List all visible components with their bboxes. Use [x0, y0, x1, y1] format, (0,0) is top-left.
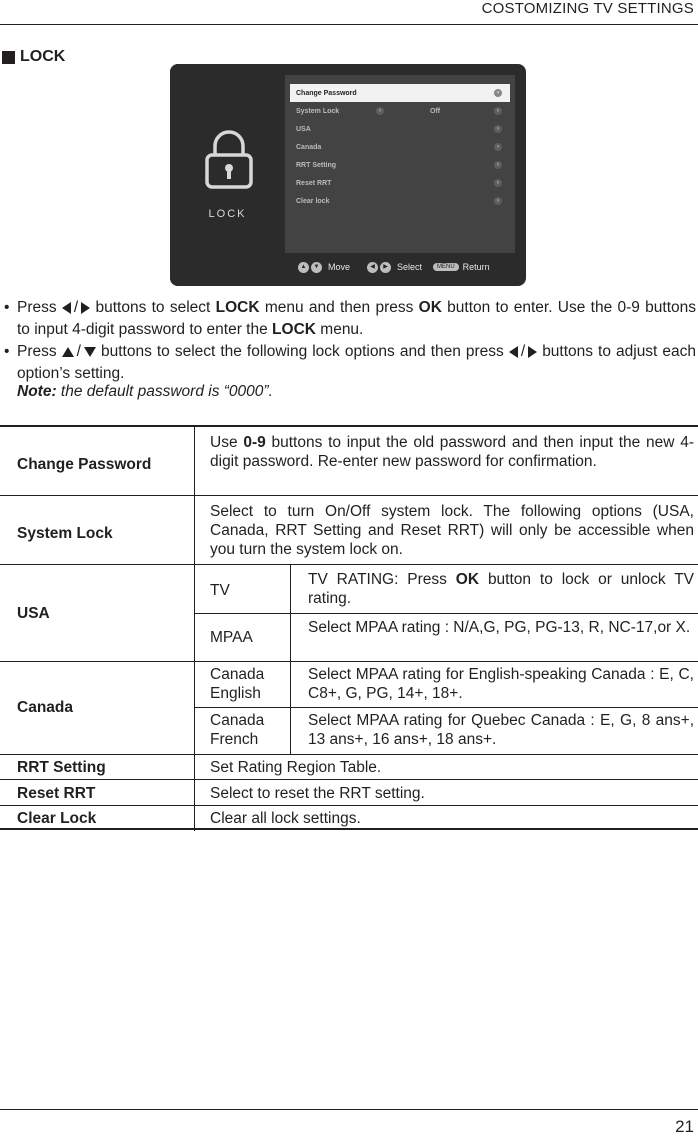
- menu-key-icon: MENU: [433, 263, 459, 271]
- menu-item-system-lock[interactable]: [290, 102, 510, 120]
- slash-glyph: /: [76, 343, 81, 360]
- left-arrow-icon: [509, 346, 518, 358]
- slash-glyph: /: [73, 299, 79, 316]
- description-keyword: 0-9: [243, 434, 266, 451]
- menu-item-label: Clear lock: [296, 197, 330, 205]
- chevron-right-icon: ›: [494, 125, 502, 133]
- tv-screen: [170, 64, 526, 286]
- up-arrow-icon: ▲: [298, 262, 309, 273]
- table-row: [0, 779, 698, 805]
- lock-caption: LOCK: [208, 208, 247, 220]
- chevron-right-icon: ›: [494, 89, 502, 97]
- chevron-right-icon: ›: [494, 161, 502, 169]
- option-name: RRT Setting: [17, 759, 106, 776]
- option-name: USA: [17, 605, 50, 622]
- chevron-right-icon: ›: [494, 197, 502, 205]
- sub-option-name: MPAA: [210, 629, 253, 646]
- sub-option-name: [210, 665, 290, 703]
- tv-footer-hints: [285, 258, 515, 276]
- option-description: Set Rating Region Table.: [210, 759, 382, 776]
- menu-item-clear-lock[interactable]: [290, 192, 510, 210]
- table-row: [0, 805, 698, 830]
- table-row: [0, 661, 698, 754]
- lock-icon: [203, 128, 255, 190]
- instruction-text: buttons to select the following lock options and then press: [101, 343, 504, 360]
- menu-item-canada[interactable]: [290, 138, 510, 156]
- right-arrow-icon: [81, 302, 90, 314]
- table-row: [0, 425, 698, 495]
- menu-item-label: USA: [296, 125, 311, 133]
- description-keyword: OK: [455, 571, 480, 588]
- description-text: button to lock or unlock TV rating.: [308, 571, 695, 607]
- chevron-right-icon: ›: [494, 107, 502, 115]
- sub-option-name: TV: [210, 582, 230, 599]
- option-description: Clear all lock settings.: [210, 810, 361, 827]
- sub-row-divider: [194, 613, 698, 614]
- menu-item-usa[interactable]: [290, 120, 510, 138]
- menu-item-label: Change Password: [296, 89, 357, 97]
- footer-rule: [0, 1109, 698, 1110]
- menu-item-label: Canada: [296, 143, 322, 151]
- option-name: Reset RRT: [17, 785, 96, 802]
- right-arrow-icon: ▶: [380, 262, 391, 273]
- menu-item-label: Reset RRT: [296, 179, 332, 187]
- instruction-keyword: LOCK: [215, 299, 260, 316]
- sub-option-description: [308, 570, 694, 608]
- column-divider: [194, 425, 195, 831]
- note: [17, 383, 273, 401]
- note-label: Note:: [17, 383, 57, 400]
- chevron-left-icon: ‹: [376, 107, 384, 115]
- up-arrow-icon: [62, 347, 74, 357]
- table-row: [0, 495, 698, 564]
- note-text: the default password is “0000”.: [60, 383, 273, 400]
- header-rule: [0, 24, 698, 25]
- instruction-keyword: LOCK: [272, 321, 316, 338]
- option-description: Select to reset the RRT setting.: [210, 785, 425, 802]
- instruction-text: menu.: [320, 321, 364, 338]
- instruction-list: [4, 297, 696, 385]
- select-hint-label: Select: [397, 262, 423, 272]
- lock-sidebar: [170, 64, 285, 286]
- instruction-text: Press: [17, 299, 57, 316]
- lock-menu-panel: [285, 75, 515, 253]
- left-arrow-icon: ◀: [367, 262, 378, 273]
- move-hint-label: Move: [328, 262, 351, 272]
- instruction-text: menu and then press: [264, 299, 414, 316]
- description-text: Use: [210, 434, 238, 451]
- sub-option-description: Select MPAA rating for Quebec Canada : E, G, 8 ans+, 13 ans+, 16 ans+, 18 ans+.: [308, 712, 694, 748]
- right-arrow-icon: [528, 346, 537, 358]
- down-arrow-icon: ▼: [311, 262, 322, 273]
- instruction-keyword: OK: [418, 299, 442, 316]
- option-name: Change Password: [17, 456, 152, 473]
- menu-item-reset-rrt[interactable]: [290, 174, 510, 192]
- option-name: Canada: [17, 699, 73, 716]
- slash-glyph: /: [520, 343, 526, 360]
- select-hint: [367, 262, 422, 273]
- instruction-text: buttons to adjust each option’s setting.: [17, 343, 697, 382]
- sub-option-name-line: Canada: [210, 712, 265, 729]
- menu-item-label: System Lock: [296, 107, 340, 115]
- menu-item-value: Off: [430, 107, 441, 115]
- menu-item-rrt-setting[interactable]: [290, 156, 510, 174]
- bullet-dot: •: [4, 343, 10, 360]
- table-row: [0, 564, 698, 661]
- page-header-title: COSTOMIZING TV SETTINGS: [481, 0, 694, 17]
- return-hint-label: Return: [462, 262, 490, 272]
- move-hint: [298, 262, 350, 273]
- sub-column-divider: [290, 564, 291, 754]
- instruction-text: Press: [17, 343, 57, 360]
- page-number: 21: [675, 1117, 694, 1136]
- menu-item-label: RRT Setting: [296, 161, 337, 169]
- sub-option-name-line: English: [210, 685, 261, 702]
- option-description: Select to turn On/Off system lock. The following options (USA, Canada, RRT Setting and Reset RRT) will only be accessible when you turn the system lock on.: [210, 503, 694, 558]
- instruction-text: buttons to select: [95, 299, 211, 316]
- sub-row-divider: [194, 707, 698, 708]
- instruction-item: [4, 341, 696, 385]
- section-title-text: LOCK: [20, 48, 66, 65]
- chevron-right-icon: ›: [494, 179, 502, 187]
- sub-option-description: Select MPAA rating : N/A,G, PG, PG-13, R, NC-17,or X.: [308, 619, 691, 636]
- section-title: [2, 48, 65, 66]
- description-text: buttons to input the old password and then input the new 4-digit password. Re-enter new password for confirmation.: [210, 434, 694, 470]
- sub-option-name: [210, 711, 290, 749]
- sub-option-name-line: Canada: [210, 666, 265, 683]
- menu-item-change-password[interactable]: [290, 84, 510, 102]
- down-arrow-icon: [84, 347, 96, 357]
- table-row: [0, 754, 698, 779]
- sub-option-name-line: French: [210, 731, 259, 748]
- option-name: System Lock: [17, 525, 113, 542]
- bullet-dot: •: [4, 299, 10, 316]
- section-marker-icon: [2, 51, 15, 64]
- chevron-right-icon: ›: [494, 143, 502, 151]
- description-text: TV RATING: Press: [308, 571, 447, 588]
- option-name: Clear Lock: [17, 810, 97, 827]
- option-description: [210, 433, 694, 471]
- return-hint: [433, 262, 490, 272]
- sub-option-description: Select MPAA rating for English-speaking Canada : E, C, C8+, G, PG, 14+, 18+.: [308, 666, 694, 702]
- instruction-text: button to enter. Use the 0-9 buttons to input 4-digit password to enter the: [17, 299, 696, 338]
- instruction-item: [4, 297, 696, 341]
- left-arrow-icon: [62, 302, 71, 314]
